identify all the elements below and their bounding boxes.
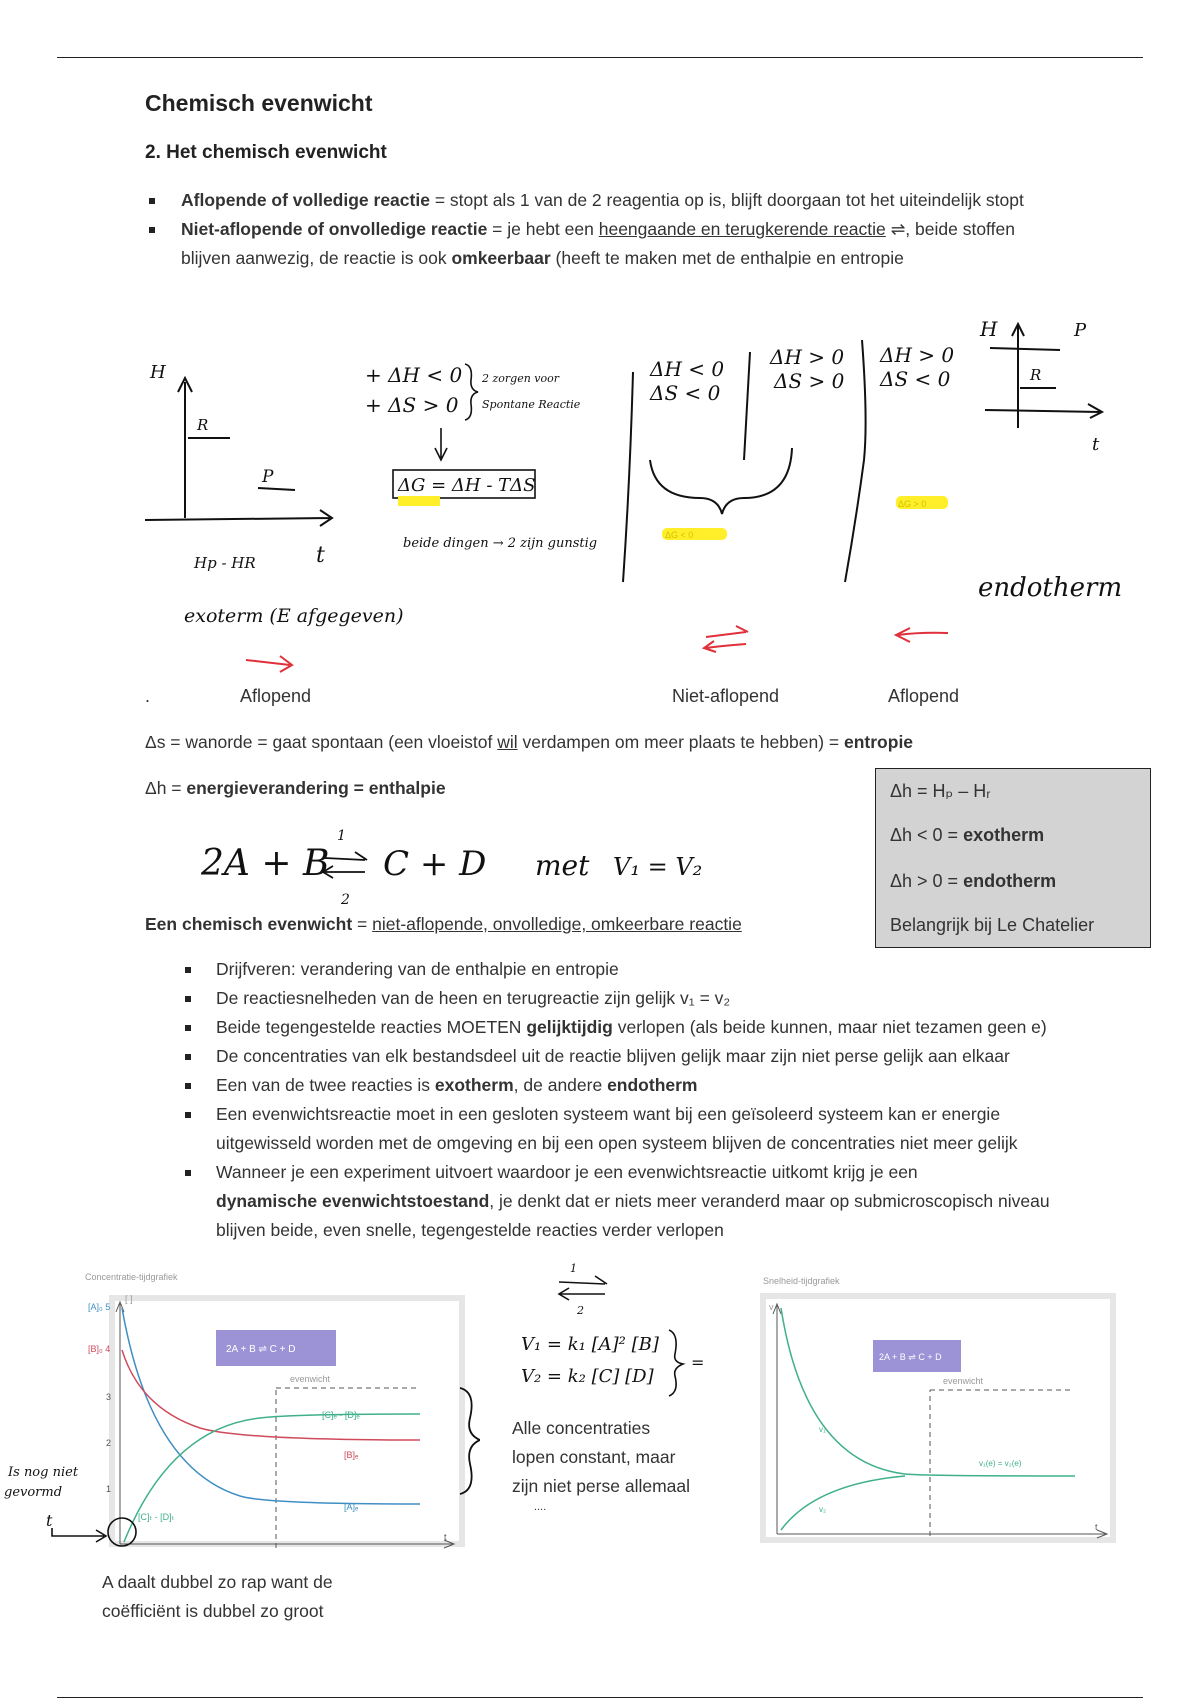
bullet-drijfveren: [181, 955, 1181, 984]
bullet-exo-endo: [181, 1071, 1181, 1100]
def-niet-aflopend-tail: ⇌, beide stoffen: [885, 219, 1015, 239]
exotherm-note: exoterm (E afgegeven): [184, 605, 404, 627]
entropy-definition: [145, 728, 1145, 757]
caption-aflopend-left: Aflopend: [240, 686, 312, 706]
r-label: R: [197, 416, 209, 434]
bullet-dynamisch-a: Wanneer je een experiment uitvoert waardoor je een evenwichtsreactie uitkomt krijg je een: [216, 1162, 918, 1182]
def-niet-aflopend-a: = je hebt een: [487, 219, 599, 239]
summary-exotherm: exotherm: [963, 825, 1045, 845]
middle-note-l4: ....: [534, 1501, 547, 1513]
equation-arrow-bottom: 2: [341, 892, 350, 908]
middle-note-l1: Alle concentraties: [512, 1418, 651, 1438]
graph2-yaxis: v: [769, 1302, 774, 1312]
summary-line-2a: Δh < 0 =: [890, 825, 964, 845]
summary-line-4: Belangrijk bij Le Chatelier: [890, 915, 1095, 935]
red-arrow-right-icon: [246, 656, 292, 672]
enthalpy-term: energieverandering = enthalpie: [186, 778, 446, 798]
col3-dh: ΔH > 0: [880, 343, 955, 367]
graph2-t-label: t: [1095, 1522, 1098, 1532]
big-brace-icon: [650, 448, 792, 514]
equation-right: C + D: [383, 844, 487, 884]
endotherm-note: endotherm: [978, 573, 1123, 603]
equation-arrow-top: 1: [337, 828, 346, 844]
down-arrow-icon: [435, 428, 447, 460]
summary-line-2: [890, 825, 1044, 846]
bullet-gelijktijdig: [181, 1013, 1181, 1042]
rate-eq-sign: =: [691, 1353, 705, 1372]
highlight-mark: [398, 496, 440, 506]
bottom-rule: [57, 1697, 1143, 1698]
summary-endotherm: endotherm: [963, 871, 1057, 891]
enthalpy-definition: [145, 774, 446, 803]
graph1-note-3: t: [46, 1511, 53, 1530]
dg-lt-0-label: ΔG < 0: [665, 530, 694, 540]
graph1-b0: [B]₀ 4: [88, 1344, 111, 1354]
col3-ds: ΔS < 0: [880, 367, 951, 391]
graph1-evenwicht: evenwicht: [290, 1374, 331, 1384]
bullet-snelheden-text: De reactiesnelheden van de heen en terugreactie zijn gelijk v₁ = v₂: [216, 988, 731, 1008]
bullet-dynamisch-bold: dynamische evenwichtstoestand: [216, 1191, 490, 1211]
bullet-gesloten-systeem: [181, 1100, 1181, 1158]
bullet-exo-endo-a: Een van de twee reacties is: [216, 1075, 435, 1095]
bullet-dynamisch: [181, 1158, 1181, 1245]
bullet-concentraties-text: De concentraties van elk bestandsdeel uit de reactie blijven gelijk maar zijn niet perse gelijk aan elkaar: [216, 1046, 1010, 1066]
graph1-note-2: gevormd: [4, 1485, 63, 1500]
graph1-ae-label: [A]ₑ: [344, 1502, 359, 1512]
bullet-drijfveren-text: Drijfveren: verandering van de enthalpie en entropie: [216, 959, 619, 979]
ds-gt-0: + ΔS > 0: [365, 393, 459, 417]
dh-lt-0: + ΔH < 0: [365, 363, 463, 387]
entropy-term: entropie: [844, 732, 914, 752]
graph1-tick-2: 2: [106, 1438, 112, 1448]
bullet-snelheden: [181, 984, 1181, 1013]
col2-dh: ΔH > 0: [770, 345, 845, 369]
main-bullet-list: [181, 955, 1181, 1245]
caption-niet-aflopend: Niet-aflopend: [672, 686, 780, 706]
h-axis-label-2: H: [980, 317, 998, 341]
middle-note-l2: lopen constant, maar: [512, 1447, 676, 1467]
caption-dot: .: [145, 686, 151, 706]
col1-dh: ΔH < 0: [650, 357, 725, 381]
t-axis-label: t: [316, 543, 325, 568]
def-niet-aflopend-l2a: blijven aanwezig, de reactie is ook: [181, 248, 452, 268]
h-axis-label: H: [150, 362, 166, 383]
equation-left: 2A + B: [201, 843, 330, 884]
document-title: Chemisch evenwicht: [145, 90, 373, 116]
graph1-caption-l2: coëfficiënt is dubbel zo groot: [102, 1601, 324, 1621]
summary-line-1: Δh = Hₚ – Hᵣ: [890, 781, 991, 801]
entropy-def-b: verdampen om meer plaats te hebben) =: [517, 732, 844, 752]
red-arrow-left-icon: [896, 628, 948, 642]
graph1-be-label: [B]ₑ: [344, 1450, 359, 1460]
bullet-exo-endo-b: , de andere: [513, 1075, 608, 1095]
graph1-yaxis: [ ]: [125, 1294, 133, 1304]
graph1-t-label: t: [444, 1532, 447, 1542]
intro-bullet-list: [145, 186, 1155, 273]
def-niet-aflopend-l2b: (heeft te maken met de enthalpie en entropie: [550, 248, 904, 268]
equilibrium-def: niet-aflopende, onvolledige, omkeerbare reactie: [372, 914, 742, 934]
graph1-cd-start-label: [C]ₜ - [D]ₜ: [138, 1512, 175, 1522]
term-omkeerbaar: omkeerbaar: [451, 248, 551, 268]
graph1-a0: [A]₀ 5: [88, 1302, 111, 1312]
p-label: P: [262, 467, 274, 487]
bullet-gelijktijdig-bold: gelijktijdig: [526, 1017, 613, 1037]
bullet-gesloten-b: uitgewisseld worden met de omgeving en bij een open systeem blijven de concentraties niet meer gelijk: [216, 1133, 1018, 1153]
graph1-caption: [102, 1568, 333, 1626]
bullet-dynamisch-b: , je denkt dat er niets meer veranderd maar op submicroscopisch niveau: [489, 1191, 1050, 1211]
equation-sketch: [195, 820, 735, 910]
def-aflopend: = stopt als 1 van de 2 reagentia op is, blijft doorgaan tot het uiteindelijk stopt: [429, 190, 1024, 210]
rate-v1: V₁ = k₁ [A]² [B]: [521, 1334, 659, 1355]
dg-gt-0-label: ΔG > 0: [898, 499, 927, 509]
rate-equations-sketch: [515, 1258, 715, 1398]
rate-arrow-top: 1: [570, 1262, 577, 1275]
gibbs-formula: ΔG = ΔH - TΔS: [398, 475, 536, 496]
curly-brace-icon: [465, 364, 478, 420]
bullet-exotherm: exotherm: [434, 1075, 514, 1095]
graph1-title: Concentratie-tijdgrafiek: [85, 1272, 178, 1282]
graph2-eq-label: v₁(e) = v₂(e): [979, 1459, 1022, 1468]
hp-hr-label: Hp - HR: [194, 554, 256, 572]
concentration-time-graph: [0, 1268, 480, 1558]
section-heading: 2. Het chemisch evenwicht: [145, 142, 387, 163]
rate-v2: V₂ = k₂ [C] [D]: [521, 1366, 654, 1387]
rate-time-graph: [755, 1272, 1125, 1552]
bullet-endotherm: endotherm: [607, 1075, 698, 1095]
both-favourable-note: beide dingen → 2 zijn gunstig: [403, 536, 598, 551]
equilibrium-definition: [145, 910, 742, 939]
col1-ds: ΔS < 0: [650, 381, 721, 405]
p-label-2: P: [1074, 320, 1087, 341]
brace-note-1: 2 zorgen voor: [482, 372, 560, 385]
bullet-niet-aflopend: [145, 215, 1155, 273]
r-label-2: R: [1030, 366, 1042, 384]
graph2-reaction-text: 2A + B ⇌ C + D: [879, 1352, 942, 1362]
term-niet-aflopend: Niet-aflopende of onvolledige reactie: [181, 219, 488, 239]
bullet-concentraties: [181, 1042, 1181, 1071]
graph1-tick-3: 3: [106, 1392, 112, 1402]
graph1-reaction-text: 2A + B ⇌ C + D: [226, 1344, 296, 1355]
graph2-frame: [763, 1296, 1113, 1540]
equilibrium-arrow-icon: [323, 852, 367, 878]
graph1-tick-1: 1: [106, 1484, 112, 1494]
col2-ds: ΔS > 0: [774, 369, 845, 393]
bullet-gelijktijdig-a: Beide tegengestelde reacties MOETEN: [216, 1017, 527, 1037]
rate-equilibrium-arrow-icon: [559, 1276, 607, 1300]
bullet-aflopend: [145, 186, 1155, 215]
top-rule: [57, 57, 1143, 58]
bullet-gesloten-a: Een evenwichtsreactie moet in een gesloten systeem want bij een geïsoleerd systeem kan er energie: [216, 1104, 1001, 1124]
summary-box: [875, 768, 1151, 948]
term-aflopend: Aflopende of volledige reactie: [181, 190, 430, 210]
caption-aflopend-right: Aflopend: [888, 686, 960, 706]
equation-v: V₁ = V₂: [613, 853, 703, 881]
enthalpy-def-a: Δh =: [145, 778, 187, 798]
summary-line-3a: Δh > 0 =: [890, 871, 964, 891]
red-equilibrium-arrow-icon: [704, 626, 748, 652]
graph1-cd-label: [C]ₑ - [D]ₑ: [322, 1410, 360, 1420]
graph2-title: Snelheid-tijdgrafiek: [763, 1276, 840, 1286]
brace-note-2: Spontane Reactie: [482, 398, 581, 411]
exotherm-sketch: [145, 378, 332, 526]
equilibrium-eq: =: [352, 914, 373, 934]
handwritten-sketch: [140, 300, 1140, 680]
summary-line-3: [890, 871, 1056, 892]
rate-arrow-bottom: 2: [577, 1304, 584, 1317]
middle-note-l3: zijn niet perse allemaal: [512, 1476, 691, 1496]
entropy-def-a: Δs = wanorde = gaat spontaan (een vloeistof: [145, 732, 498, 752]
bullet-dynamisch-c: blijven beide, even snelle, tegengestelde reacties verder verlopen: [216, 1220, 724, 1240]
def-niet-aflopend-underline: heengaande en terugkerende reactie: [598, 219, 886, 239]
note-arrow-icon: [52, 1528, 106, 1542]
entropy-def-wil: wil: [497, 732, 518, 752]
graph2-v2-label: v₂: [819, 1505, 827, 1514]
equation-met: met: [535, 849, 590, 882]
bullet-gelijktijdig-b: verlopen (als beide kunnen, maar niet tezamen geen e): [612, 1017, 1047, 1037]
rate-brace-icon: [669, 1330, 683, 1396]
equilibrium-term: Een chemisch evenwicht: [145, 914, 353, 934]
graph1-caption-l1: A daalt dubbel zo rap want de: [102, 1572, 333, 1592]
graph2-evenwicht: evenwicht: [943, 1376, 984, 1386]
graph2-v1-label: v₁: [819, 1425, 826, 1434]
graph1-note-1: Is nog niet: [8, 1465, 79, 1480]
t-axis-label-2: t: [1092, 434, 1100, 455]
middle-note: [512, 1414, 690, 1513]
